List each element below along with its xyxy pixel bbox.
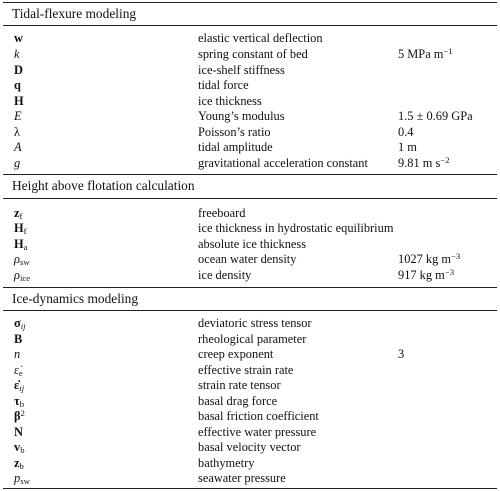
symbol-w: w bbox=[14, 31, 23, 45]
description: tidal amplitude bbox=[198, 140, 273, 154]
symbol-epsilon-dot-e: $\varepsiloṅ_e$ bbox=[14, 363, 23, 379]
symbol-lambda: λ bbox=[14, 125, 21, 139]
symbol-E: E bbox=[14, 109, 22, 123]
description: ice density bbox=[198, 268, 252, 282]
symbol-H-f: $H_f$ bbox=[14, 221, 27, 237]
table-row bbox=[0, 332, 500, 348]
section-title-height-above-flotation: Height above flotation calculation bbox=[12, 178, 195, 193]
value: 0.4 bbox=[398, 125, 414, 139]
symbol-beta-squared: $\beta^2$ bbox=[14, 408, 25, 423]
description: absolute ice thickness bbox=[198, 237, 307, 251]
table-row bbox=[0, 221, 500, 237]
symbol-epsilon-dot-ij: $\varepsiloṅ_{ij}$ bbox=[14, 378, 25, 394]
table-row bbox=[0, 206, 500, 222]
value: 5 MPa $m^{-1}$ bbox=[398, 46, 453, 61]
table-row bbox=[0, 47, 500, 63]
description: basal drag force bbox=[198, 394, 278, 408]
section-rule bbox=[3, 25, 497, 26]
section-title-ice-dynamics: Ice-dynamics modeling bbox=[12, 291, 139, 306]
top-rule bbox=[3, 2, 497, 3]
symbol-A: A bbox=[14, 140, 22, 154]
table-row bbox=[0, 252, 500, 268]
symbol-n: n bbox=[14, 347, 21, 361]
description: Poisson’s ratio bbox=[198, 125, 271, 139]
symbol-k: k bbox=[14, 47, 20, 61]
description: gravitational acceleration constant bbox=[198, 156, 368, 170]
table-row bbox=[0, 425, 500, 441]
table-row bbox=[0, 440, 500, 456]
symbol-z-f: $z_f$ bbox=[14, 206, 23, 222]
symbol-g: g bbox=[14, 156, 21, 170]
table-row bbox=[0, 78, 500, 94]
description: effective strain rate bbox=[198, 363, 294, 377]
table-row bbox=[0, 456, 500, 472]
section-rule bbox=[3, 287, 497, 288]
symbol-D: D bbox=[14, 63, 23, 77]
description: rheological parameter bbox=[198, 332, 307, 346]
table-row bbox=[0, 237, 500, 253]
table-row bbox=[0, 94, 500, 110]
table-row bbox=[0, 363, 500, 379]
table-row bbox=[0, 31, 500, 47]
table-row bbox=[0, 156, 500, 172]
table-row bbox=[0, 109, 500, 125]
description: basal velocity vector bbox=[198, 440, 301, 454]
table-row bbox=[0, 394, 500, 410]
section-rule bbox=[3, 174, 497, 175]
table-row bbox=[0, 316, 500, 332]
symbol-v-b: $v_b$ bbox=[14, 440, 25, 456]
description: ice-shelf stiffness bbox=[198, 63, 285, 77]
description: bathymetry bbox=[198, 456, 255, 470]
symbol-B: B bbox=[14, 332, 23, 346]
table-row bbox=[0, 347, 500, 363]
description: freeboard bbox=[198, 206, 246, 220]
section-rule bbox=[3, 310, 497, 311]
description: seawater pressure bbox=[198, 471, 286, 485]
description: spring constant of bed bbox=[198, 47, 308, 61]
section-rule bbox=[3, 198, 497, 199]
description: ocean water density bbox=[198, 252, 297, 266]
table-row bbox=[0, 268, 500, 284]
symbol-p-sw: $p_{sw}$ bbox=[14, 471, 30, 487]
symbol-rho-sw: $\rho_{sw}$ bbox=[14, 252, 30, 268]
symbol-q: q bbox=[14, 78, 21, 92]
bottom-rule bbox=[3, 488, 497, 489]
table-row bbox=[0, 471, 500, 487]
table-row bbox=[0, 125, 500, 141]
description: ice thickness bbox=[198, 94, 262, 108]
table-row bbox=[0, 409, 500, 425]
symbol-sigma-ij: $\sigma_{ij}$ bbox=[14, 316, 26, 332]
description: effective water pressure bbox=[198, 425, 317, 439]
value: 1027 kg $m^{-3}$ bbox=[398, 251, 461, 266]
description: strain rate tensor bbox=[198, 378, 281, 392]
symbol-H-a: $H_a$ bbox=[14, 237, 28, 253]
symbol-tau-b: $\tau_b$ bbox=[14, 394, 25, 410]
description: elastic vertical deflection bbox=[198, 31, 323, 45]
value: 1.5 ± 0.69 GPa bbox=[398, 109, 473, 123]
value: 1 m bbox=[398, 140, 417, 154]
table-row bbox=[0, 378, 500, 394]
description: Young’s modulus bbox=[198, 109, 285, 123]
symbol-z-b: $z_b$ bbox=[14, 456, 24, 472]
value: 917 kg $m^{-3}$ bbox=[398, 267, 455, 282]
value: 9.81 m $s^{-2}$ bbox=[398, 155, 450, 170]
symbol-N: N bbox=[14, 425, 23, 439]
description: basal friction coefficient bbox=[198, 409, 319, 423]
table-row bbox=[0, 63, 500, 79]
symbol-rho-ice: $\rho_{ice}$ bbox=[14, 268, 31, 284]
description: creep exponent bbox=[198, 347, 274, 361]
description: deviatoric stress tensor bbox=[198, 316, 312, 330]
description: tidal force bbox=[198, 78, 249, 92]
description: ice thickness in hydrostatic equilibrium bbox=[198, 221, 394, 235]
section-title-tidal-flexure: Tidal-flexure modeling bbox=[12, 6, 137, 21]
symbol-H: H bbox=[14, 94, 24, 108]
table-row bbox=[0, 140, 500, 156]
value: 3 bbox=[398, 347, 405, 361]
